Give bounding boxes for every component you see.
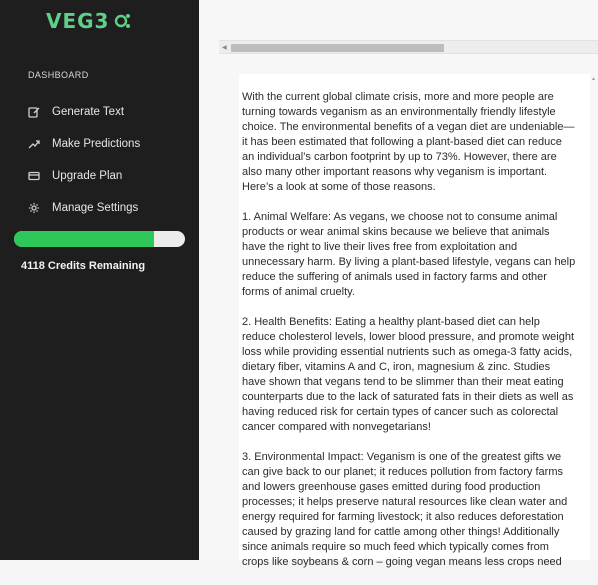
generated-text-card: [239, 74, 590, 568]
sidebar-item-label: Manage Settings: [52, 202, 139, 214]
generated-text[interactable]: [242, 90, 576, 585]
sidebar-item-generate-text[interactable]: [27, 96, 192, 128]
edit-icon: [27, 106, 40, 119]
sidebar-item-label: Generate Text: [52, 106, 125, 118]
leaf-icon: [111, 11, 131, 31]
paragraph: 1. Animal Welfare: As vegans, we choose not to consume animal products or wear animal skins because we believe that animals have the right to live their lives free from exploitation and unnecessary harm. By living a plant-based lifestyle, vegans can help reduce the suffering of animals used in factory farms and other forms of animal cruelty.: [242, 211, 576, 298]
sidebar-nav: [27, 96, 192, 224]
scroll-up-icon[interactable]: ▲: [591, 76, 596, 82]
scroll-left-icon[interactable]: ◀: [222, 45, 227, 51]
sidebar-item-label: Make Predictions: [52, 138, 141, 150]
sidebar-item-make-predictions[interactable]: [27, 128, 192, 160]
paragraph: 3. Environmental Impact: Veganism is one of the greatest gifts we can give back to our planet; it reduces pollution from factory farms and lowers greenhouse gases emitted during food production processes; it helps preserve natural resources like clean water and energy required for farming livestock; it also reduces deforestation caused by grazing land for cattle among other things! Additionally since animals require so much feed which typically comes from crops like soybeans & corn – going vegan means less crops need: [242, 451, 568, 568]
sidebar-item-label: Upgrade Plan: [52, 170, 123, 182]
paragraph: 2. Health Benefits: Eating a healthy plant-based diet can help reduce cholesterol levels, lower blood pressure, and promote weight loss while providing essential nutrients such as omega-3 fatty acids, dietary fiber, vitamins A and C, iron, magnesium & zinc. Studies have shown that vegans tend to be slimmer than their meat eating counterparts due to the lack of saturated fats in their diets as well as having reduced risk for certain types of cancer such as colorectal cancer compared with nonvegetarians!: [242, 316, 575, 433]
logo-text: VEG3: [46, 9, 110, 33]
sidebar-item-manage-settings[interactable]: [27, 192, 192, 224]
horizontal-scrollbar[interactable]: [219, 40, 598, 54]
dashboard-section-label: DASHBOARD: [28, 70, 89, 80]
main-panel: [199, 0, 598, 568]
trend-icon: [27, 138, 40, 151]
card-icon: [27, 170, 40, 183]
brand-logo[interactable]: [46, 8, 131, 34]
sidebar-item-upgrade-plan[interactable]: [27, 160, 192, 192]
credits-progress-fill: [14, 231, 154, 247]
paragraph: With the current global climate crisis, more and more people are turning towards veganism as an environmentally friendly lifestyle choice. The environmental benefits of a vegan diet are undeniable—it has been estimated that following a plant-based diet can reduce an individual’s carbon footprint by up to 73%. However, there are also many other important reasons why veganism is important. Here’s a look at some of those reasons.: [242, 91, 575, 193]
scrollbar-thumb[interactable]: [231, 44, 444, 52]
credits-progress-bar: [14, 231, 185, 247]
sidebar: [0, 0, 199, 560]
vertical-scrollbar[interactable]: [591, 76, 596, 560]
credits-remaining: 4118 Credits Remaining: [21, 260, 146, 272]
gear-icon: [27, 202, 40, 215]
